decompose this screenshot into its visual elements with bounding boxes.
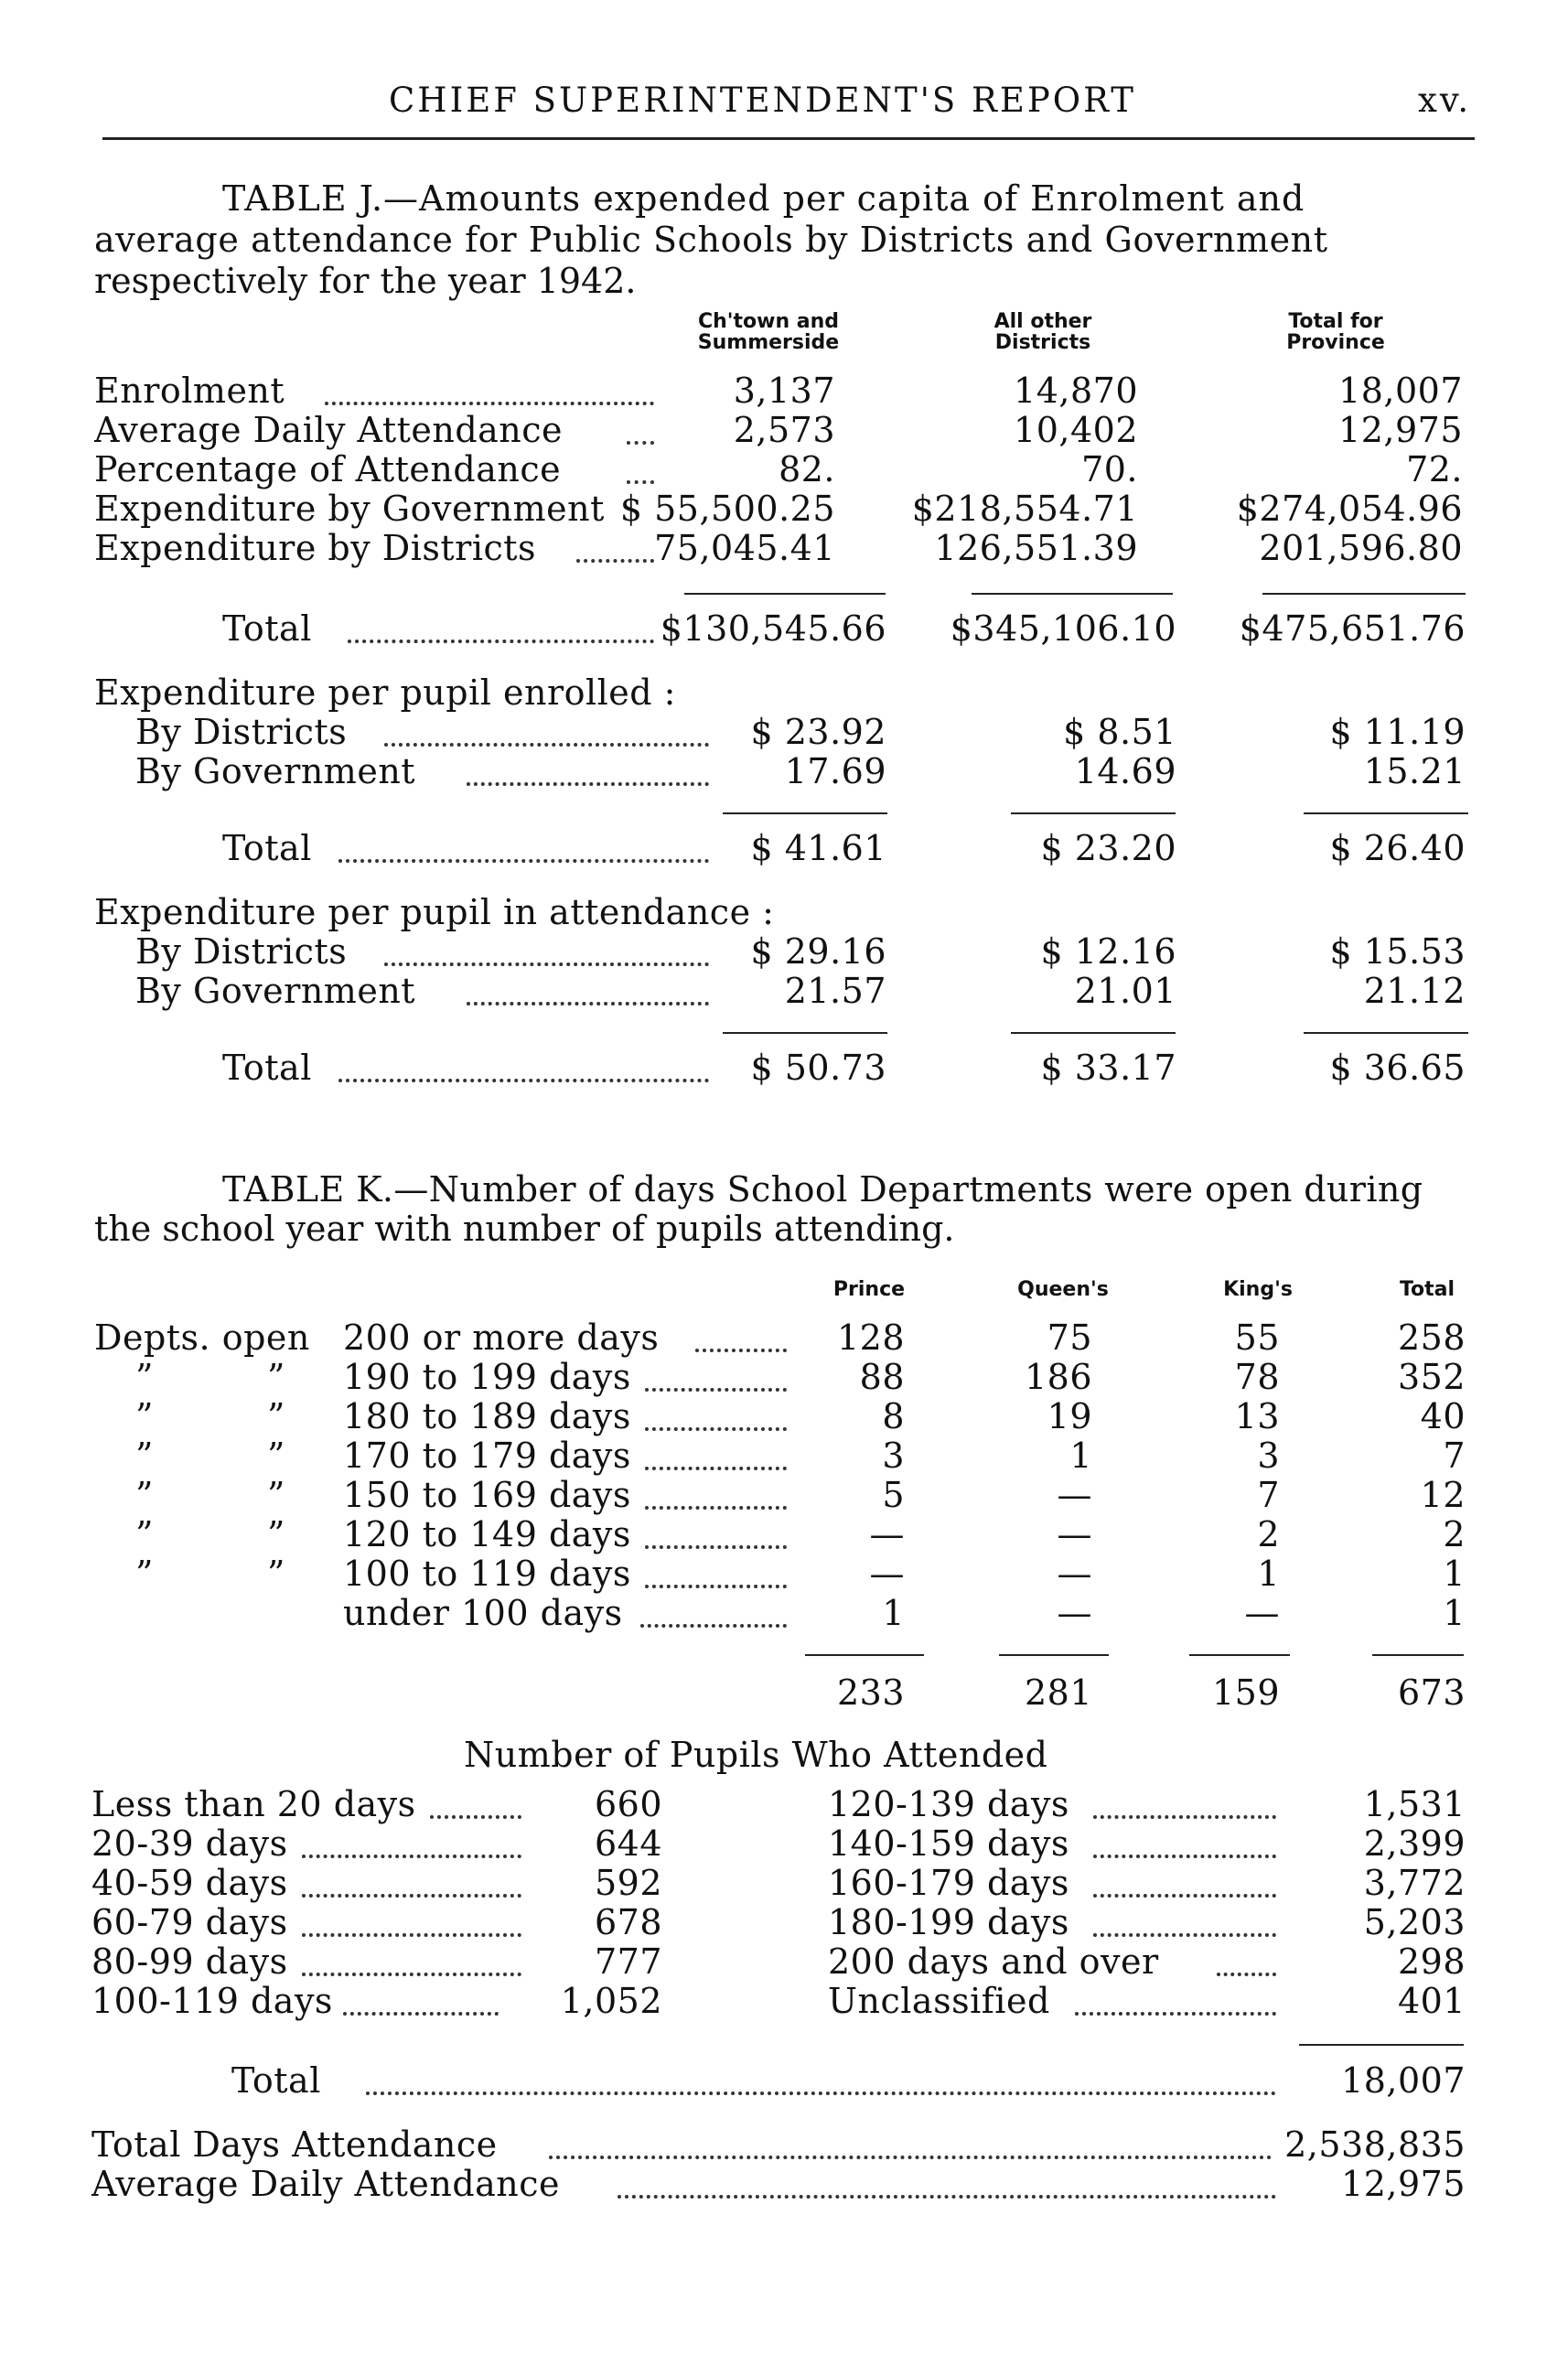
cell: 2 <box>1443 1514 1466 1554</box>
cell: 18,007 <box>1341 2060 1466 2101</box>
cell: $ 8.51 <box>1063 712 1176 752</box>
cell: 592 <box>594 1863 662 1903</box>
row-label: 40-59 days <box>91 1863 288 1903</box>
cell: 75 <box>1047 1317 1092 1358</box>
table-j-caption-3: respectively for the year 1942. <box>94 261 637 301</box>
row-label: 100-119 days <box>91 1981 333 2021</box>
cell: $ 23.20 <box>1040 828 1176 868</box>
leader-dots <box>645 1585 787 1588</box>
leader-dots <box>627 480 654 484</box>
leader-dots <box>618 2195 1276 2199</box>
pupils-total-row <box>0 2060 1568 2101</box>
sum-rule <box>723 812 887 814</box>
cell: 678 <box>594 1902 662 1942</box>
table-row <box>0 1357 1568 1397</box>
table-k-col-header-kings: King's <box>1223 1278 1293 1301</box>
table-row <box>0 712 1568 752</box>
leader-dots <box>302 1973 521 1976</box>
row-label: Expenditure by Districts <box>94 528 537 568</box>
row-label: Enrolment <box>94 371 285 411</box>
table-k-total-row <box>0 1672 1568 1713</box>
pupils-row <box>0 1784 1568 1824</box>
cell: 75,045.41 <box>654 528 835 568</box>
row-label: 160-179 days <box>828 1863 1069 1903</box>
pupils-heading: Number of Pupils Who Attended <box>464 1735 1048 1775</box>
cell: 2,538,835 <box>1284 2124 1466 2165</box>
leader-dots <box>576 559 654 563</box>
leader-dots <box>1217 1973 1276 1976</box>
cell: 1,052 <box>560 1981 662 2021</box>
row-label: Less than 20 days <box>91 1784 416 1824</box>
ditto-mark: ” <box>267 1554 285 1594</box>
cell: — <box>1057 1593 1092 1633</box>
sum-rule <box>999 1654 1109 1656</box>
cell: 201,596.80 <box>1259 528 1463 568</box>
cell: $ 15.53 <box>1329 931 1466 972</box>
ditto-mark: ” <box>135 1514 154 1554</box>
cell: 258 <box>1397 1317 1466 1358</box>
pupils-row <box>0 1941 1568 1982</box>
cell: 7 <box>1443 1436 1466 1476</box>
table-row <box>0 1475 1568 1515</box>
row-label: 100 to 119 days <box>343 1554 631 1594</box>
ditto-mark: ” <box>135 1436 154 1476</box>
leader-dots <box>338 1079 709 1082</box>
cell: 298 <box>1397 1941 1466 1982</box>
sum-rule <box>723 1032 887 1034</box>
cell: $ 50.73 <box>750 1048 886 1088</box>
cell: 14,870 <box>1014 371 1138 411</box>
cell: — <box>1057 1514 1092 1554</box>
cell: 8 <box>882 1396 905 1436</box>
ditto-mark: ” <box>267 1396 285 1436</box>
cell: 82. <box>779 449 835 489</box>
row-label: 120-139 days <box>828 1784 1069 1824</box>
leader-dots <box>1093 1933 1276 1937</box>
cell: 3,772 <box>1363 1863 1466 1903</box>
attendance-total-row <box>0 1048 1568 1088</box>
cell: 186 <box>1024 1357 1092 1397</box>
table-row <box>0 489 1568 529</box>
cell: 10,402 <box>1014 410 1138 450</box>
row-label: under 100 days <box>343 1593 623 1633</box>
sum-rule <box>1304 812 1468 814</box>
cell: 2,573 <box>733 410 835 450</box>
cell: 660 <box>594 1784 662 1824</box>
cell: 13 <box>1234 1396 1280 1436</box>
cell: 281 <box>1024 1672 1092 1713</box>
row-label: Total <box>231 2060 321 2101</box>
leader-dots <box>645 1427 787 1431</box>
pupils-row <box>0 1902 1568 1942</box>
table-row <box>0 410 1568 450</box>
cell: — <box>1057 1554 1092 1594</box>
cell: 401 <box>1397 1981 1466 2021</box>
table-row <box>0 751 1568 791</box>
table-row <box>0 1317 1568 1358</box>
ditto-mark: ” <box>267 1475 285 1515</box>
sum-rule <box>1011 1032 1176 1034</box>
cell: 126,551.39 <box>934 528 1138 568</box>
sum-rule <box>1304 1032 1468 1034</box>
cell: 55 <box>1234 1317 1280 1358</box>
cell: 21.57 <box>784 971 886 1011</box>
row-label: Total <box>222 828 312 868</box>
leader-dots <box>645 1388 787 1392</box>
row-label: Total <box>222 1048 312 1088</box>
leader-dots <box>1093 1855 1276 1858</box>
pupils-row <box>0 1823 1568 1864</box>
pupils-row <box>0 1981 1568 2021</box>
cell: 1,531 <box>1363 1784 1466 1824</box>
row-label: 200 days and over <box>828 1941 1159 1982</box>
row-label: 20-39 days <box>91 1823 288 1864</box>
enrolled-total-row <box>0 828 1568 868</box>
row-label: 180-199 days <box>828 1902 1069 1942</box>
cell: 17.69 <box>784 751 886 791</box>
cell: 233 <box>836 1672 905 1713</box>
cell: 1 <box>1443 1593 1466 1633</box>
leader-dots <box>695 1349 787 1352</box>
row-label: By Government <box>135 751 416 791</box>
cell: 40 <box>1420 1396 1466 1436</box>
total-days-row <box>0 2124 1568 2165</box>
table-row <box>0 528 1568 568</box>
leader-dots <box>467 782 709 786</box>
cell: — <box>869 1554 905 1594</box>
cell: 1 <box>1069 1436 1092 1476</box>
row-label: 140-159 days <box>828 1823 1069 1864</box>
cell: 1 <box>1257 1554 1280 1594</box>
table-row <box>0 1554 1568 1594</box>
cell: 12 <box>1420 1475 1466 1515</box>
sum-rule <box>1372 1654 1464 1656</box>
row-label: 150 to 169 days <box>343 1475 631 1515</box>
sum-rule <box>805 1654 924 1656</box>
cell: — <box>869 1514 905 1554</box>
leader-dots <box>302 1855 521 1858</box>
cell: 128 <box>836 1317 905 1358</box>
row-label: Average Daily Attendance <box>94 410 564 450</box>
cell: $345,106.10 <box>950 608 1176 649</box>
table-j-col-header-3: Total for Province <box>1286 310 1385 354</box>
cell: 644 <box>594 1823 662 1864</box>
cell: 3 <box>1257 1436 1280 1476</box>
leader-dots <box>645 1545 787 1549</box>
table-k-col-header-prince: Prince <box>832 1278 906 1301</box>
cell: 19 <box>1047 1396 1092 1436</box>
cell: $274,054.96 <box>1236 489 1463 529</box>
leader-dots <box>384 743 709 747</box>
cell: 777 <box>594 1941 662 1982</box>
table-row <box>0 1396 1568 1436</box>
leader-dots <box>430 1815 521 1819</box>
cell: 7 <box>1257 1475 1280 1515</box>
cell: 18,007 <box>1338 371 1463 411</box>
pupils-row <box>0 1863 1568 1903</box>
leader-dots <box>302 1894 521 1898</box>
ditto-mark: ” <box>267 1436 285 1476</box>
table-row <box>0 371 1568 411</box>
cell: 21.01 <box>1074 971 1176 1011</box>
cell: 12,975 <box>1338 410 1463 450</box>
cell: $218,554.71 <box>911 489 1138 529</box>
cell: 72. <box>1406 449 1463 489</box>
ditto-mark: ” <box>135 1357 154 1397</box>
cell: 352 <box>1397 1357 1466 1397</box>
row-label: Total Days Attendance <box>91 2124 498 2165</box>
cell: 2 <box>1257 1514 1280 1554</box>
sum-rule <box>1299 2044 1464 2046</box>
table-j-col-header-2: All other Districts <box>993 310 1092 354</box>
leader-dots <box>1093 1815 1276 1819</box>
cell: $ 55,500.25 <box>619 489 835 529</box>
cell: $ 11.19 <box>1329 712 1466 752</box>
leader-dots <box>325 402 654 405</box>
table-k-col-header-total: Total <box>1399 1278 1455 1301</box>
sum-rule <box>1189 1654 1290 1656</box>
leader-dots <box>343 2012 499 2016</box>
table-row <box>0 931 1568 972</box>
cell: $130,545.66 <box>660 608 886 649</box>
cell: $ 12.16 <box>1040 931 1176 972</box>
row-label: 190 to 199 days <box>343 1357 631 1397</box>
leader-dots <box>627 441 654 445</box>
leader-dots <box>1093 1894 1276 1898</box>
cell: 21.12 <box>1363 971 1466 1011</box>
cell: $ 33.17 <box>1040 1048 1176 1088</box>
cell: 1 <box>882 1593 905 1633</box>
leader-dots <box>366 2092 1276 2095</box>
row-label: By Districts <box>135 931 348 972</box>
table-j-total-row <box>0 608 1568 649</box>
table-row <box>0 971 1568 1011</box>
row-label: 200 or more days <box>343 1317 660 1358</box>
row-label: Average Daily Attendance <box>91 2164 561 2204</box>
attendance-heading: Expenditure per pupil in attendance : <box>94 892 775 932</box>
leader-dots <box>1075 2012 1276 2016</box>
table-j-col-header-1: Ch'town and Summerside <box>697 310 840 354</box>
cell: $ 26.40 <box>1329 828 1466 868</box>
leader-dots <box>302 1933 521 1937</box>
cell: 159 <box>1211 1672 1280 1713</box>
cell: 14.69 <box>1074 751 1176 791</box>
table-row <box>0 1593 1568 1633</box>
leader-dots <box>348 640 654 643</box>
row-label: Unclassified <box>828 1981 1050 2021</box>
cell: 673 <box>1397 1672 1466 1713</box>
cell: 3,137 <box>733 371 835 411</box>
row-label: Total <box>222 608 312 649</box>
leader-dots <box>549 2156 1272 2159</box>
table-j-caption-1: TABLE J.—Amounts expended per capita of Enrolment and <box>222 178 1305 219</box>
ditto-mark: ” <box>267 1514 285 1554</box>
avg-daily-row <box>0 2164 1568 2204</box>
row-label: By Districts <box>135 712 348 752</box>
row-label: By Government <box>135 971 416 1011</box>
cell: $ 23.92 <box>750 712 886 752</box>
cell: $ 41.61 <box>750 828 886 868</box>
cell: $ 29.16 <box>750 931 886 972</box>
table-j-caption-2: average attendance for Public Schools by Districts and Government <box>94 220 1328 260</box>
cell: 78 <box>1234 1357 1280 1397</box>
cell: 70. <box>1081 449 1138 489</box>
enrolled-heading: Expenditure per pupil enrolled : <box>94 672 676 713</box>
cell: 5,203 <box>1363 1902 1466 1942</box>
cell: 15.21 <box>1363 751 1466 791</box>
cell: 1 <box>1443 1554 1466 1594</box>
page-number: xv. <box>1418 81 1472 120</box>
row-label: Expenditure by Government <box>94 489 605 529</box>
table-row <box>0 449 1568 489</box>
row-label: 60-79 days <box>91 1902 288 1942</box>
sum-rule <box>972 593 1173 595</box>
sum-rule <box>684 593 886 595</box>
sum-rule <box>1011 812 1176 814</box>
row-label: Percentage of Attendance <box>94 449 562 489</box>
row-prefix: Depts. open <box>94 1317 310 1358</box>
row-label: 180 to 189 days <box>343 1396 631 1436</box>
leader-dots <box>645 1506 787 1510</box>
table-k-col-header-queens: Queen's <box>1017 1278 1109 1301</box>
running-head: CHIEF SUPERINTENDENT'S REPORT <box>389 81 1136 120</box>
leader-dots <box>645 1467 787 1470</box>
ditto-mark: ” <box>135 1554 154 1594</box>
header-rule <box>102 137 1475 140</box>
table-row <box>0 1436 1568 1476</box>
row-label: 170 to 179 days <box>343 1436 631 1476</box>
ditto-mark: ” <box>267 1357 285 1397</box>
leader-dots <box>467 1002 709 1005</box>
row-label: 120 to 149 days <box>343 1514 631 1554</box>
table-k-caption-2: the school year with number of pupils attending. <box>94 1209 955 1249</box>
cell: $475,651.76 <box>1239 608 1466 649</box>
table-row <box>0 1514 1568 1554</box>
table-k-caption-1: TABLE K.—Number of days School Departments were open during <box>222 1169 1423 1210</box>
cell: 5 <box>882 1475 905 1515</box>
cell: 3 <box>882 1436 905 1476</box>
ditto-mark: ” <box>135 1396 154 1436</box>
cell: 2,399 <box>1363 1823 1466 1864</box>
sum-rule <box>1262 593 1466 595</box>
cell: $ 36.65 <box>1329 1048 1466 1088</box>
cell: 88 <box>859 1357 905 1397</box>
row-label: 80-99 days <box>91 1941 288 1982</box>
ditto-mark: ” <box>135 1475 154 1515</box>
cell: — <box>1057 1475 1092 1515</box>
leader-dots <box>338 859 709 863</box>
cell: — <box>1244 1593 1280 1633</box>
cell: 12,975 <box>1341 2164 1466 2204</box>
leader-dots <box>640 1624 787 1628</box>
leader-dots <box>384 962 709 966</box>
